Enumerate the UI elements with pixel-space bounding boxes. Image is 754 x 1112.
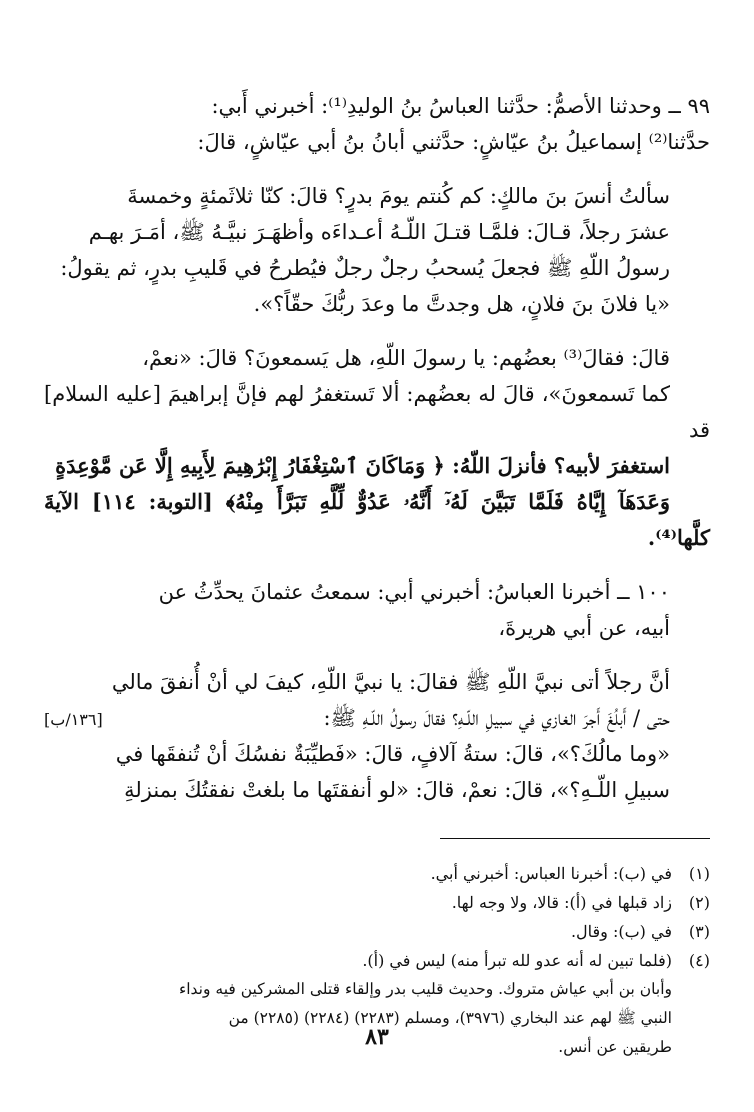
footnote-text: (فلما تبين له أنه عدو لله تبرأ منه) ليس في (أ). — [362, 951, 672, 970]
footnote-number: (٣) — [688, 922, 710, 941]
text-line: حدَّثنا⁽²⁾ إسماعيلُ بنُ عيّاشٍ: حدَّثني أبانُ بنُ أبي عيّاشٍ، قالَ: — [197, 130, 710, 154]
text-line: رسولُ اللّهِ ﷺ فجعلَ يُسحبُ رجلٌ رجلٌ فيُطرحُ في قَليبِ بدرٍ، ثم يقولُ: — [60, 256, 670, 280]
footnote-item — [44, 946, 710, 975]
hadith-99-isnad — [44, 88, 710, 160]
quran-verse-line: وَعَدَهَآ إِيَّاهُ فَلَمَّا تَبَيَّنَ لَهُۥٓ أَنَّهُۥ عَدُوٌّ لِّلَّهِ تَبَرَّأَ مِنْهُ﴾ [التوبة: ١١٤] الآيةَ كلَّها⁽⁴⁾. — [44, 489, 710, 550]
footnote-item — [44, 917, 710, 946]
footnote-divider — [440, 838, 710, 839]
text-line: عشرَ رجلاً، قـالَ: فلمَّـا قتـلَ اللّـهُ أعـداءَه وأظهَـرَ نبيَّـهُ ﷺ، أمَـرَ بهـم — [88, 220, 670, 244]
hadith-100-isnad — [44, 574, 710, 646]
text-line: النبي ﷺ لهم عند البخاري (٣٩٧٦)، ومسلم (٢٢٨٣) (٢٢٨٤) (٢٢٨٥) من — [228, 1009, 672, 1027]
text-line: طريقين عن أنس. — [558, 1038, 672, 1056]
quran-verse-line: استغفرَ لأبيه؟ فأنزلَ اللّهُ: ﴿ وَمَاكَانَ ٱسْتِغْفَارُ إِبْرَٰهِيمَ لِأَبِيهِ إِلَّا عَن مَّوْعِدَةٍ — [55, 453, 670, 478]
text-line: ٩٩ ــ وحدثنا الأصمُّ: حدَّثنا العباسُ بنُ الوليدِ⁽¹⁾: أخبرني أَبي: — [211, 94, 710, 118]
footnote-text: في (ب): أخبرنا العباس: أخبرني أبي. — [430, 864, 672, 883]
text-line: حتى / أَبلُغَ أَجرَ الغازي في سبيلِ اللّـهِ؟ فقالَ رسولُ اللّـهِ ﷺ: — [323, 706, 670, 730]
hadith-99-dialogue — [44, 340, 710, 556]
text-line: سألتُ أنسَ بنَ مالكٍ: كم كُنتم يومَ بدرٍ؟ قالَ: كنّا ثلاثَمئةٍ وخمسةَ — [127, 184, 670, 208]
text-line: أبيه، عن أبي هريرةَ، — [498, 616, 670, 640]
text-line: ١٠٠ ــ أخبرنا العباسُ: أخبرني أبي: سمعتُ عثمانَ يحدِّثُ عن — [158, 580, 670, 604]
text-line: أنَّ رجلاً أتى نبيَّ اللّهِ ﷺ فقالَ: يا نبيَّ اللّهِ، كيفَ لي أنْ أُنفقَ مالي — [111, 670, 670, 694]
manuscript-folio-ref: [١٣٦/ب] — [44, 710, 103, 729]
text-line: سبيلِ اللّـهِ؟»، قالَ: نعمْ، قالَ: «لو أنفقتَها ما بلغتْ نفقتُكَ بمنزلةِ — [124, 778, 670, 802]
footnote-text: في (ب): وقال. — [570, 922, 672, 941]
footnote-number: (١) — [688, 864, 710, 883]
text-line: «يا فلانَ بنَ فلانٍ، هل وجدتَّ ما وعدَ ربُّكَ حقّاً؟». — [253, 292, 670, 316]
text-line: وأبان بن أبي عياش متروك. وحديث قليب بدر وإلقاء قتلى المشركين فيه ونداء — [178, 980, 672, 998]
footnote-number: (٢) — [688, 893, 710, 912]
text-line: كما تَسمعونَ»، قالَ له بعضُهم: ألا تَستغفرُ لهم فإنَّ إبراهيمَ [عليه السلام] قد — [44, 382, 710, 442]
hadith-100-text — [44, 664, 710, 808]
page-number: ٨٣ — [365, 1024, 389, 1050]
footnote-number: (٤) — [688, 951, 710, 970]
footnote-item — [44, 888, 710, 917]
footnote-text: زاد قبلها في (أ): قالا، ولا وجه لها. — [451, 893, 672, 912]
footnote-item — [44, 859, 710, 888]
text-line: قالَ: فقالَ⁽³⁾ بعضُهم: يا رسولَ اللّهِ، هل يَسمعونَ؟ قالَ: «نعمْ، — [142, 346, 670, 370]
hadith-99-text — [44, 178, 710, 322]
text-line: «وما مالُكَ؟»، قالَ: ستةُ آلافٍ، قالَ: «فَطيِّبَةٌ نفسُكَ أنْ تُنفقَها في — [115, 742, 670, 766]
